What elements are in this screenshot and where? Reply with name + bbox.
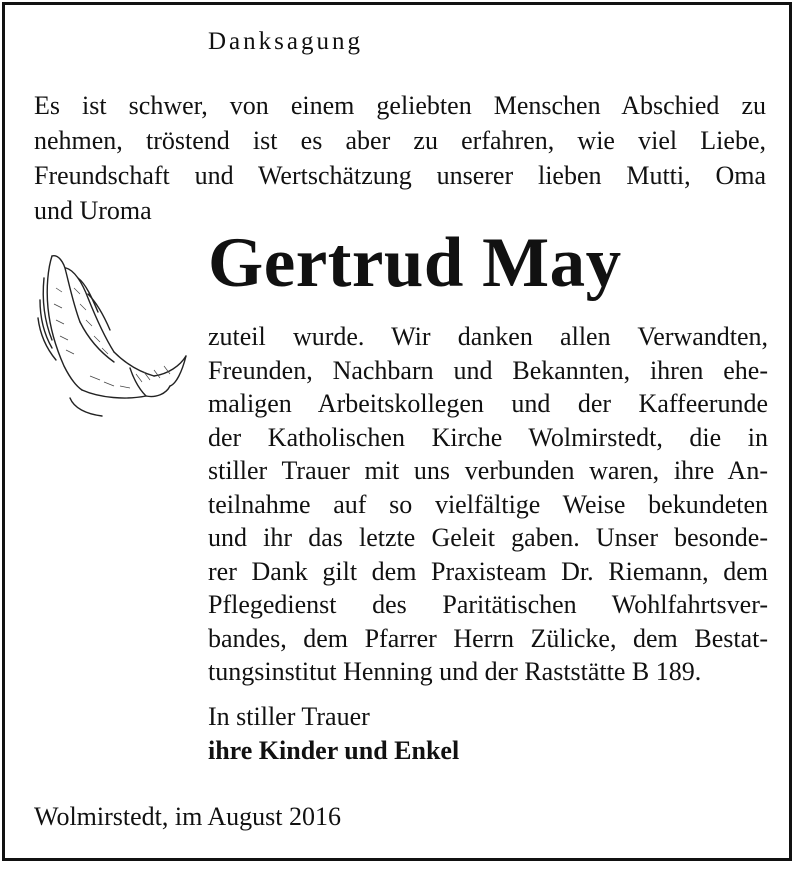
place-date: Wolmirstedt, im August 2016 [34, 802, 342, 831]
body-line: zuteil wurde. Wir danken allen Verwandten, [208, 322, 768, 351]
closing-phrase: In stiller Trauer [208, 702, 370, 731]
intro-line: und Uroma [34, 196, 152, 225]
body-line: der Katholischen Kirche Wolmirstedt, die in [208, 422, 768, 452]
intro-line: Es ist schwer, von einem geliebten Menschen Abschied zu [34, 91, 766, 120]
body-line: stiller Trauer mit uns verbunden waren, ihre An- [208, 456, 768, 485]
intro-paragraph [34, 88, 766, 228]
body-line: Freunden, Nachbarn und Bekannten, ihren ehe- [208, 355, 768, 385]
intro-line: Freundschaft und Wertschätzung unserer lieben Mutti, Oma [34, 161, 766, 190]
signatories: ihre Kinder und Enkel [208, 736, 460, 765]
notice-heading: Danksagung [208, 28, 363, 55]
body-line: tungsinstitut Henning und der Raststätte B 189. [208, 657, 702, 686]
praying-hands-icon [30, 248, 190, 418]
body-line: Pflegedienst des Paritätischen Wohlfahrtsver- [208, 590, 768, 619]
body-line: rer Dank gilt dem Praxisteam Dr. Riemann, dem [208, 556, 768, 586]
body-paragraph [208, 320, 768, 689]
body-line: bandes, dem Pfarrer Herrn Zülicke, dem Bestat- [208, 623, 768, 653]
deceased-name: Gertrud May [208, 224, 622, 302]
body-line: und ihr das letzte Geleit gaben. Unser besonde- [208, 523, 768, 552]
body-line: teilnahme auf so vielfältige Weise bekundeten [208, 489, 768, 519]
body-line: maligen Arbeitskollegen und der Kaffeerunde [208, 389, 768, 418]
intro-line: nehmen, tröstend ist es aber zu erfahren, wie viel Liebe, [34, 126, 766, 155]
